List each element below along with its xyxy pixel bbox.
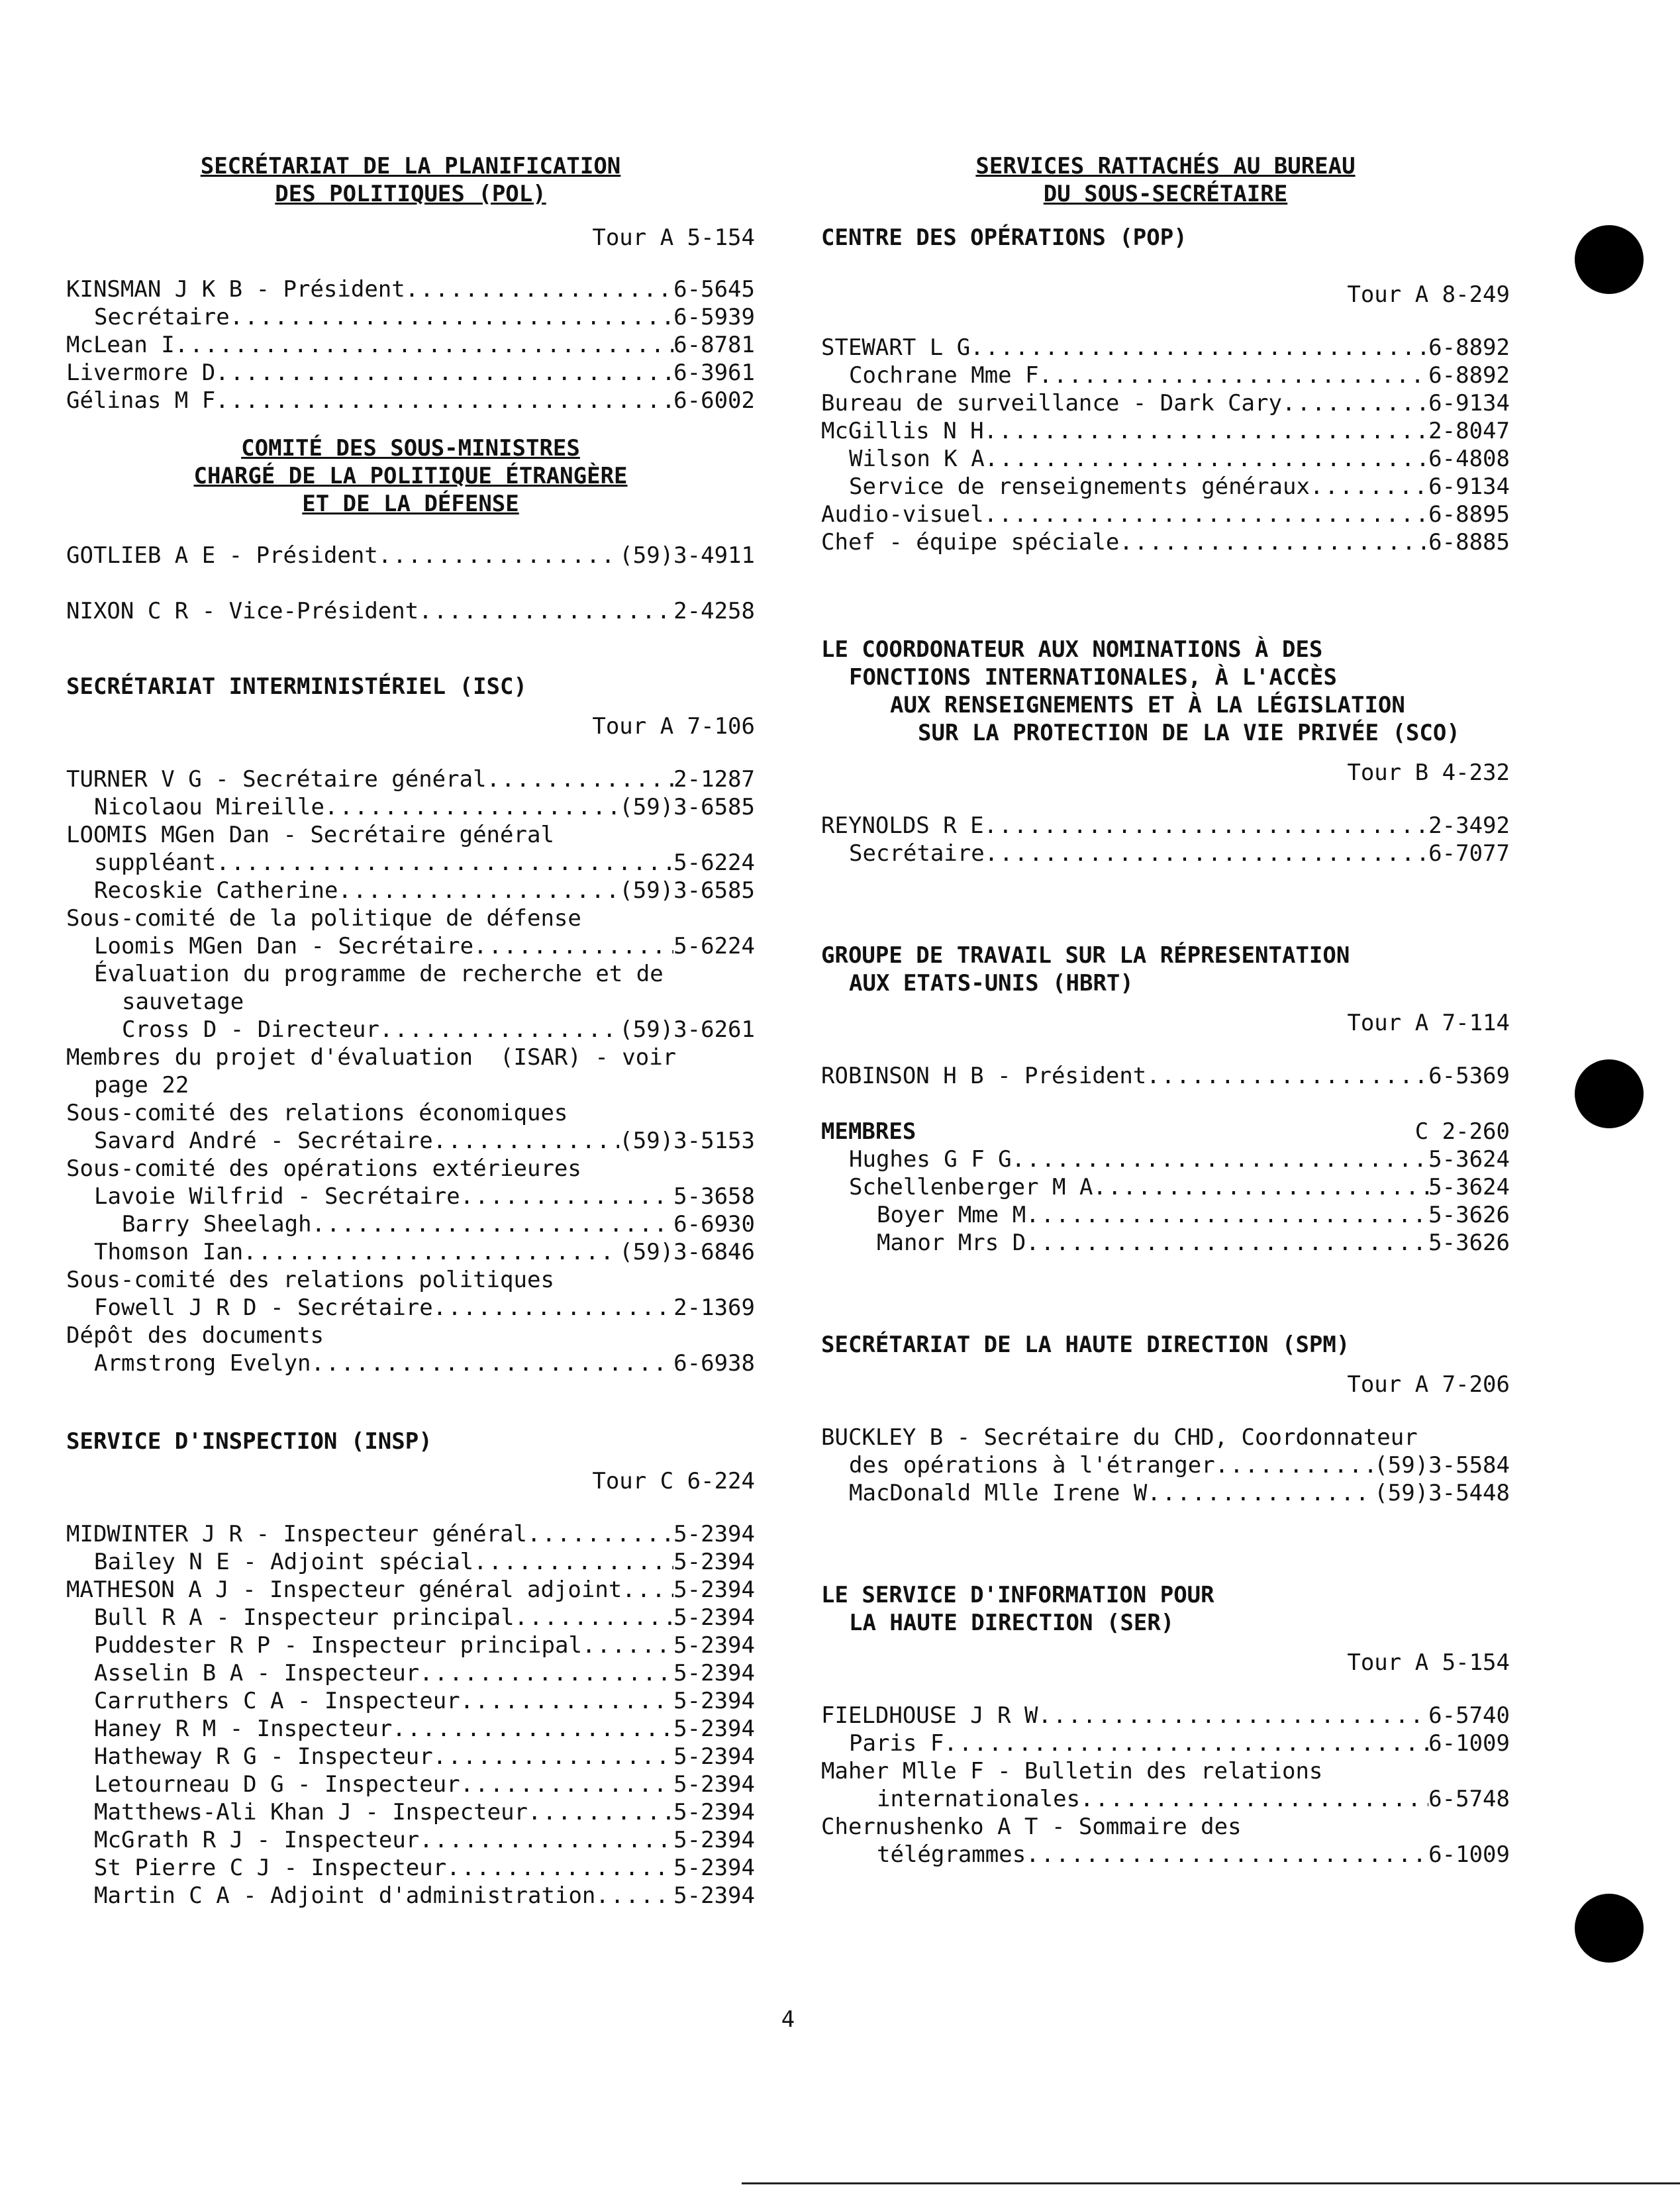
entry-name: McLean I: [66, 332, 175, 358]
dot-leader: [324, 793, 619, 821]
services-title-line-2: DU SOUS-SECRÉTAIRE: [1043, 181, 1288, 207]
dot-leader: [379, 1016, 619, 1044]
comite-title-line-2: CHARGÉ DE LA POLITIQUE ÉTRANGÈRE: [193, 463, 628, 489]
entry-text: Membres du projet d'évaluation (ISAR) - voir: [66, 1044, 677, 1071]
comite-section: [66, 434, 755, 625]
entry-name: KINSMAN J K B - Président: [66, 276, 405, 303]
entry-text: page 22: [94, 1072, 189, 1098]
entry-phone: 5-2394: [673, 1743, 755, 1770]
entry-name: Secrétaire: [849, 840, 985, 867]
entry-phone: 5-2394: [673, 1799, 755, 1826]
entry-phone: (59)3-6585: [619, 794, 755, 820]
dot-leader: [419, 1659, 673, 1687]
entry-phone: 6-8892: [1428, 334, 1510, 361]
right-column: [821, 152, 1510, 1869]
directory-entry: [66, 303, 755, 331]
entry-phone: (59)3-5584: [1374, 1452, 1510, 1479]
directory-entry: [66, 359, 755, 387]
dot-leader: [1026, 1229, 1428, 1257]
entry-phone: 6-6002: [673, 387, 755, 414]
sco-location: Tour B 4-232: [1347, 759, 1510, 786]
directory-entry: [66, 1631, 755, 1659]
dot-leader: [595, 1882, 673, 1910]
isc-section: [66, 673, 755, 1377]
entry-name: Gélinas M F: [66, 387, 216, 414]
dot-leader: [405, 275, 673, 303]
dot-leader: [460, 1687, 673, 1715]
entry-text: LOOMIS MGen Dan - Secrétaire général: [66, 822, 554, 848]
dot-leader: [433, 1127, 620, 1155]
entry-phone: 5-3658: [673, 1183, 755, 1210]
entry-name: GOTLIEB A E - Président: [66, 542, 378, 569]
dot-leader: [1146, 1062, 1428, 1090]
directory-entry: [66, 1826, 755, 1854]
directory-entry: [66, 1520, 755, 1548]
entry-text: sauvetage: [122, 989, 244, 1015]
entry-phone: 5-2394: [673, 1521, 755, 1547]
dot-leader: [944, 1729, 1428, 1757]
entry-text: Maher Mlle F - Bulletin des relations: [821, 1758, 1323, 1784]
entry-phone: 5-2394: [673, 1882, 755, 1909]
hbrt-location: Tour A 7-114: [1347, 1010, 1510, 1036]
entry-name: Wilson K A: [849, 446, 985, 472]
directory-entry: [66, 1882, 755, 1910]
directory-entry: [66, 932, 755, 960]
entry-name: Cross D - Directeur: [122, 1016, 379, 1043]
entry-phone: 5-3624: [1428, 1146, 1510, 1173]
dot-leader: [1119, 528, 1428, 556]
dot-leader: [460, 1771, 673, 1798]
dot-leader: [528, 1798, 673, 1826]
dot-leader: [1147, 1479, 1374, 1507]
dot-leader: [1012, 1145, 1429, 1173]
directory-entry: [66, 1127, 755, 1155]
comite-title-line-3: ET DE LA DÉFENSE: [302, 491, 519, 517]
entry-phone: 5-2394: [673, 1549, 755, 1575]
entry-phone: 6-5740: [1428, 1702, 1510, 1729]
entry-name: Letourneau D G - Inspecteur: [94, 1771, 460, 1798]
entry-name: MacDonald Mlle Irene W: [849, 1480, 1148, 1506]
pol-title-line-2: DES POLITIQUES (POL): [275, 181, 546, 207]
dot-leader: [230, 303, 673, 331]
entry-phone: 6-5369: [1428, 1063, 1510, 1089]
dot-leader: [582, 1631, 673, 1659]
directory-entry: [821, 1229, 1510, 1257]
entry-name: Fowell J R D - Secrétaire: [94, 1294, 433, 1321]
entry-name: des opérations à l'étranger: [849, 1452, 1215, 1479]
page-number: 4: [781, 2006, 795, 2033]
directory-entry: [66, 1210, 755, 1238]
directory-entry: [66, 1294, 755, 1322]
directory-entry: [66, 275, 755, 303]
entry-name: REYNOLDS R E: [821, 812, 984, 839]
dot-leader: [515, 1604, 674, 1631]
dot-leader: [1215, 1451, 1375, 1479]
entry-phone: 5-3626: [1428, 1202, 1510, 1228]
directory-entry: [66, 1183, 755, 1210]
entry-phone: 5-2394: [673, 1771, 755, 1798]
dot-leader: [984, 417, 1429, 445]
entry-phone: 5-2394: [673, 1716, 755, 1742]
dot-leader: [460, 1183, 673, 1210]
entry-name: Paris F: [849, 1730, 944, 1757]
directory-entry: [66, 765, 755, 793]
entry-name: Thomson Ian: [94, 1239, 244, 1265]
dot-leader: [527, 1520, 673, 1548]
entry-name: Carruthers C A - Inspecteur: [94, 1688, 460, 1714]
entry-name: Asselin B A - Inspecteur: [94, 1660, 420, 1686]
ser-location: Tour A 5-154: [1347, 1649, 1510, 1676]
directory-entry: [66, 1016, 755, 1044]
entry-phone: (59)3-5153: [619, 1128, 755, 1154]
bottom-rule: [742, 2182, 1680, 2184]
directory-entry: [821, 334, 1510, 362]
entry-name: suppléant: [94, 850, 217, 876]
entry-name: Boyer Mme M: [877, 1202, 1026, 1228]
entry-text: Sous-comité des relations politiques: [66, 1267, 554, 1293]
directory-entry: [66, 387, 755, 414]
dot-leader: [312, 1210, 674, 1238]
entry-name: Barry Sheelagh: [122, 1211, 312, 1238]
dot-leader: [433, 1743, 673, 1771]
entry-name: Recoskie Catherine: [94, 877, 338, 904]
entry-name: McGillis N H: [821, 418, 984, 444]
entry-name: Armstrong Evelyn: [94, 1350, 311, 1377]
entry-name: Bureau de surveillance - Dark Cary: [821, 390, 1282, 416]
spm-location: Tour A 7-206: [1347, 1371, 1510, 1398]
entry-phone: 6-6938: [673, 1350, 755, 1377]
dot-leader: [970, 334, 1428, 362]
entry-phone: 2-4258: [673, 598, 755, 624]
entry-name: Haney R M - Inspecteur: [94, 1716, 393, 1742]
entry-phone: 5-2394: [673, 1577, 755, 1603]
entry-phone: 6-9134: [1428, 473, 1510, 500]
dot-leader: [433, 1294, 673, 1322]
entry-phone: 5-2394: [673, 1660, 755, 1686]
comite-title-line-1: COMITÉ DES SOUS-MINISTRES: [241, 435, 580, 462]
directory-entry: [821, 473, 1510, 501]
binder-hole-mark: [1575, 1894, 1644, 1963]
entry-phone: 6-8892: [1428, 362, 1510, 389]
ser-title-line-2: LA HAUTE DIRECTION (SER): [849, 1610, 1175, 1636]
entry-text: Évaluation du programme de recherche et de: [94, 961, 664, 987]
directory-entry: [66, 542, 755, 569]
entry-name: Puddester R P - Inspecteur principal: [94, 1632, 582, 1659]
entry-phone: 6-5748: [1428, 1786, 1510, 1812]
isc-title: SECRÉTARIAT INTERMINISTÉRIEL (ISC): [66, 673, 527, 700]
members-location: C 2-260: [1414, 1118, 1510, 1145]
entry-phone: 6-6930: [673, 1211, 755, 1238]
entry-phone: 2-1369: [673, 1294, 755, 1321]
pop-location: Tour A 8-249: [1347, 281, 1510, 308]
entry-phone: 5-6224: [673, 933, 755, 959]
entry-phone: 6-8781: [673, 332, 755, 358]
sco-title-line-1: LE COORDONATEUR AUX NOMINATIONS À DES: [821, 636, 1323, 663]
entry-phone: 2-8047: [1428, 418, 1510, 444]
directory-entry: [66, 877, 755, 904]
entry-name: Martin C A - Adjoint d'administration: [94, 1882, 596, 1909]
dot-leader: [419, 597, 673, 625]
dot-leader: [1282, 389, 1428, 417]
services-title-line-1: SERVICES RATTACHÉS AU BUREAU: [975, 153, 1356, 179]
entry-name: Bailey N E - Adjoint spécial: [94, 1549, 474, 1575]
directory-entry: [821, 812, 1510, 840]
entry-name: Savard André - Secrétaire: [94, 1128, 433, 1154]
dot-leader: [984, 501, 1429, 528]
directory-entry: [821, 417, 1510, 445]
dot-leader: [243, 1238, 619, 1266]
insp-location: Tour C 6-224: [592, 1468, 755, 1494]
pop-title: CENTRE DES OPÉRATIONS (POP): [821, 224, 1187, 251]
dot-leader: [1039, 362, 1429, 389]
sco-title-line-4: SUR LA PROTECTION DE LA VIE PRIVÉE (SCO): [918, 720, 1460, 746]
directory-entry: [66, 1743, 755, 1771]
members-label: MEMBRES: [821, 1118, 916, 1145]
directory-entry: [821, 1841, 1510, 1869]
dot-leader: [984, 812, 1429, 840]
entry-name: Lavoie Wilfrid - Secrétaire: [94, 1183, 460, 1210]
entry-name: internationales: [877, 1786, 1081, 1812]
dot-leader: [1026, 1201, 1428, 1229]
directory-entry: [66, 331, 755, 359]
pol-title-line-1: SECRÉTARIAT DE LA PLANIFICATION: [200, 153, 621, 179]
sco-title-line-3: AUX RENSEIGNEMENTS ET À LA LÉGISLATION: [890, 692, 1405, 718]
entry-phone: 6-5939: [673, 304, 755, 330]
hbrt-title-line-1: GROUPE DE TRAVAIL SUR LA RÉPRESENTATION: [821, 942, 1350, 969]
entry-name: TURNER V G - Secrétaire général: [66, 766, 487, 793]
dot-leader: [622, 1576, 673, 1604]
dot-leader: [215, 387, 673, 414]
entry-phone: (59)3-4911: [619, 542, 755, 569]
entry-name: Loomis MGen Dan - Secrétaire: [94, 933, 474, 959]
left-column: [66, 152, 755, 1910]
dot-leader: [338, 877, 619, 904]
dot-leader: [1038, 1702, 1429, 1729]
entry-name: St Pierre C J - Inspecteur: [94, 1855, 447, 1881]
dot-leader: [985, 445, 1428, 473]
dot-leader: [473, 932, 673, 960]
directory-entry: [66, 849, 755, 877]
entry-phone: 5-2394: [673, 1688, 755, 1714]
directory-entry: [821, 1479, 1510, 1507]
ser-section: [821, 1581, 1510, 1869]
entry-text: Sous-comité de la politique de défense: [66, 905, 581, 932]
entry-name: McGrath R J - Inspecteur: [94, 1827, 420, 1853]
dot-leader: [487, 765, 674, 793]
entry-text: Dépôt des documents: [66, 1322, 324, 1349]
entry-name: Service de renseignements généraux: [849, 473, 1310, 500]
entry-name: Chef - équipe spéciale: [821, 529, 1120, 556]
entry-phone: 6-1009: [1428, 1841, 1510, 1868]
dot-leader: [446, 1854, 673, 1882]
dot-leader: [311, 1349, 674, 1377]
directory-entry: [66, 1854, 755, 1882]
directory-entry: [821, 840, 1510, 867]
sco-section: [821, 636, 1510, 867]
dot-leader: [216, 849, 673, 877]
directory-entry: [821, 362, 1510, 389]
directory-entry: [821, 1201, 1510, 1229]
entry-phone: 5-2394: [673, 1855, 755, 1881]
hbrt-title-line-2: AUX ETATS-UNIS (HBRT): [849, 970, 1134, 997]
entry-name: Hughes G F G: [849, 1146, 1012, 1173]
insp-section: [66, 1428, 755, 1910]
entry-phone: 5-2394: [673, 1632, 755, 1659]
spm-title: SECRÉTARIAT DE LA HAUTE DIRECTION (SPM): [821, 1332, 1350, 1358]
entry-text: BUCKLEY B - Secrétaire du CHD, Coordonnateur: [821, 1424, 1418, 1451]
directory-entry: [66, 1576, 755, 1604]
entry-name: Matthews-Ali Khan J - Inspecteur: [94, 1799, 528, 1826]
directory-entry: [821, 1729, 1510, 1757]
directory-entry: [821, 1173, 1510, 1201]
entry-name: Schellenberger M A: [849, 1174, 1093, 1200]
directory-entry: [821, 1451, 1510, 1479]
directory-entry: [66, 1238, 755, 1266]
binder-hole-mark: [1575, 225, 1644, 294]
directory-entry: [821, 1062, 1510, 1090]
entry-phone: 2-1287: [673, 766, 755, 793]
entry-name: Bull R A - Inspecteur principal: [94, 1604, 515, 1631]
directory-entry: [821, 501, 1510, 528]
entry-name: Cochrane Mme F: [849, 362, 1039, 389]
directory-entry: [66, 793, 755, 821]
insp-title: SERVICE D'INSPECTION (INSP): [66, 1428, 432, 1455]
directory-entry: [821, 445, 1510, 473]
entry-name: Nicolaou Mireille: [94, 794, 324, 820]
isc-location: Tour A 7-106: [592, 713, 755, 740]
dot-leader: [392, 1715, 673, 1743]
entry-phone: 5-2394: [673, 1604, 755, 1631]
directory-entry: [66, 1349, 755, 1377]
ser-title-line-1: LE SERVICE D'INFORMATION POUR: [821, 1582, 1214, 1608]
entry-name: Secrétaire: [94, 304, 230, 330]
directory-entry: [821, 1702, 1510, 1729]
directory-entry: [66, 1715, 755, 1743]
entry-phone: 5-3626: [1428, 1230, 1510, 1256]
directory-entry: [66, 1687, 755, 1715]
spacer: [916, 1118, 1414, 1145]
binder-hole-mark: [1575, 1059, 1644, 1128]
directory-entry: [821, 1785, 1510, 1813]
entry-phone: 6-9134: [1428, 390, 1510, 416]
entry-text: Sous-comité des relations économiques: [66, 1100, 568, 1126]
entry-name: Manor Mrs D: [877, 1230, 1026, 1256]
dot-leader: [1310, 473, 1428, 501]
entry-phone: 5-6224: [673, 850, 755, 876]
entry-phone: (59)3-5448: [1374, 1480, 1510, 1506]
pol-location: Tour A 5-154: [592, 224, 755, 251]
dot-leader: [215, 359, 673, 387]
entry-phone: 5-2394: [673, 1827, 755, 1853]
directory-entry: [821, 528, 1510, 556]
entry-phone: 6-5645: [673, 276, 755, 303]
hbrt-section: [821, 942, 1510, 1257]
entry-text: Sous-comité des opérations extérieures: [66, 1155, 581, 1182]
entry-phone: (59)3-6846: [619, 1239, 755, 1265]
pol-section: [66, 152, 755, 414]
entry-name: NIXON C R - Vice-Président: [66, 598, 419, 624]
entry-name: ROBINSON H B - Président: [821, 1063, 1147, 1089]
entry-phone: 6-4808: [1428, 446, 1510, 472]
entry-name: Livermore D: [66, 360, 216, 386]
dot-leader: [175, 331, 673, 359]
dot-leader: [378, 542, 619, 569]
entry-phone: (59)3-6261: [619, 1016, 755, 1043]
directory-entry: [66, 597, 755, 625]
dot-leader: [419, 1826, 673, 1854]
spm-section: [821, 1331, 1510, 1507]
directory-entry: [66, 1659, 755, 1687]
entry-phone: 6-8885: [1428, 529, 1510, 556]
entry-phone: 6-8895: [1428, 501, 1510, 528]
members-header: [821, 1118, 1510, 1145]
entry-name: Audio-visuel: [821, 501, 984, 528]
pop-section: [821, 224, 1510, 556]
dot-leader: [1080, 1785, 1428, 1813]
entry-phone: (59)3-6585: [619, 877, 755, 904]
entry-name: télégrammes: [877, 1841, 1026, 1868]
entry-phone: 5-3624: [1428, 1174, 1510, 1200]
directory-entry: [821, 389, 1510, 417]
dot-leader: [985, 840, 1428, 867]
entry-name: MATHESON A J - Inspecteur général adjoint: [66, 1577, 622, 1603]
entry-name: STEWART L G: [821, 334, 971, 361]
directory-entry: [66, 1771, 755, 1798]
entry-phone: 6-7077: [1428, 840, 1510, 867]
directory-entry: [821, 1145, 1510, 1173]
dot-leader: [1026, 1841, 1428, 1869]
dot-leader: [1093, 1173, 1428, 1201]
entry-phone: 6-1009: [1428, 1730, 1510, 1757]
dot-leader: [473, 1548, 673, 1576]
entry-text: Chernushenko A T - Sommaire des: [821, 1814, 1242, 1840]
directory-entry: [66, 1798, 755, 1826]
entry-phone: 2-3492: [1428, 812, 1510, 839]
entry-name: FIELDHOUSE J R W: [821, 1702, 1038, 1729]
entry-phone: 6-3961: [673, 360, 755, 386]
directory-entry: [66, 1548, 755, 1576]
entry-name: Hatheway R G - Inspecteur: [94, 1743, 433, 1770]
directory-entry: [66, 1604, 755, 1631]
sco-title-line-2: FONCTIONS INTERNATIONALES, À L'ACCÈS: [849, 664, 1337, 691]
entry-name: MIDWINTER J R - Inspecteur général: [66, 1521, 527, 1547]
